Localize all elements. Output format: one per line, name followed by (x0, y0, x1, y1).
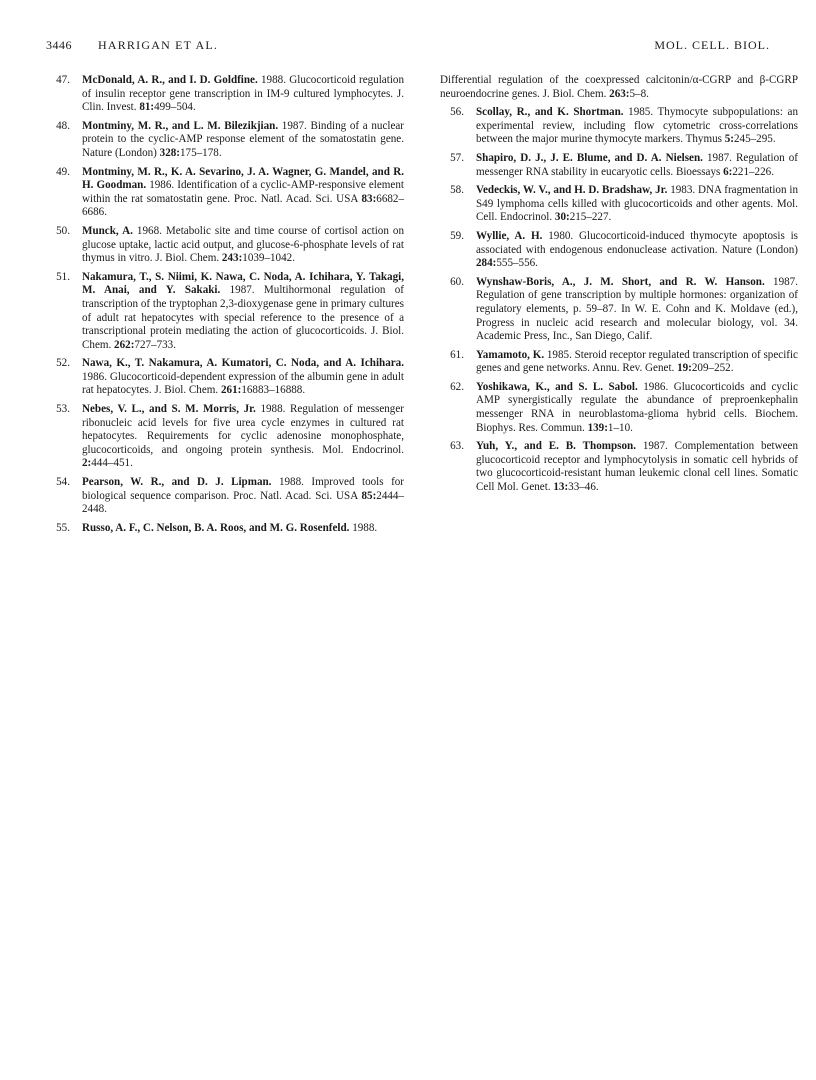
reference-number: 62. (450, 380, 464, 393)
reference-authors: Nawa, K., T. Nakamura, A. Kumatori, C. Noda, and A. Ichihara. (82, 357, 404, 370)
reference-text: 1987. Regulation of messenger RNA stability in eucaryotic cells. Bioessays (476, 151, 798, 178)
reference-entry (46, 476, 404, 517)
reference-entry (440, 152, 798, 179)
reference-number: 61. (450, 348, 464, 361)
reference-authors: Russo, A. F., C. Nelson, B. A. Roos, and M. G. Rosenfeld. (82, 521, 350, 534)
reference-pages: 245–295. (733, 133, 776, 146)
reference-pages: 555–556. (496, 257, 538, 270)
reference-pages: 16883–16888. (241, 384, 306, 397)
reference-volume: 30: (554, 211, 570, 224)
reference-text: 1987. Multihormonal regulation of transcription of the tryptophan 2,3-dioxygenase gene in primary cultures of adult rat hepatocytes with special reference to the presence of a transcriptional protein mediating the action of glucocorticoids. J. Biol. Chem. (82, 284, 404, 351)
reference-authors: Scollay, R., and K. Shortman. (476, 106, 624, 119)
reference-authors: McDonald, A. R., and I. D. Goldfine. (82, 74, 258, 86)
reference-text: 1968. Metabolic site and time course of cortisol action on glucose uptake, lactic acid output, and glucose-6-phosphate levels of rat thymus in vitro. J. Biol. Chem. (82, 224, 405, 265)
reference-authors: Yuh, Y., and E. B. Thompson. (476, 440, 636, 453)
reference-text: 1988. Glucocorticoid regulation of insulin receptor gene transcription in IM-9 cultured lymphocytes. J. Clin. Invest. (82, 74, 404, 114)
reference-text: Differential regulation of the coexpressed calcitonin/α-CGRP and β-CGRP neuroendocrine genes. J. Biol. Chem. (440, 74, 798, 100)
reference-entry (440, 230, 798, 271)
reference-volume: 243: (221, 252, 243, 265)
reference-text: 1986. Identification of a cyclic-AMP-responsive element within the rat somatostatin gene. Proc. Natl. Acad. Sci. USA (82, 179, 404, 205)
reference-pages: 33–46. (568, 481, 599, 494)
reference-pages: 221–226. (732, 165, 774, 178)
reference-volume: 139: (587, 421, 608, 434)
reference-entry (440, 381, 798, 435)
reference-column-left (46, 74, 404, 540)
reference-number: 59. (450, 229, 464, 242)
reference-volume: 81: (139, 101, 155, 114)
reference-entry (46, 271, 404, 353)
reference-number: 49. (56, 165, 70, 178)
reference-volume: 5: (724, 133, 734, 146)
reference-pages: 499–504. (154, 101, 196, 114)
reference-number: 48. (56, 119, 70, 132)
reference-authors: Nakamura, T., S. Niimi, K. Nawa, C. Noda, A. Ichihara, Y. Takagi, M. Anai, and Y. Sakaki. (82, 270, 404, 297)
reference-pages: 2444–2448. (82, 489, 404, 516)
reference-volume: 2: (82, 457, 92, 470)
reference-authors: Vedeckis, W. V., and H. D. Bradshaw, Jr. (476, 184, 668, 197)
reference-pages: 175–178. (179, 146, 222, 159)
reference-number: 50. (56, 224, 70, 237)
reference-authors: Yoshikawa, K., and S. L. Sabol. (476, 380, 638, 393)
reference-entry (440, 184, 798, 225)
running-authors: HARRIGAN ET AL. (98, 38, 219, 52)
reference-volume: 328: (159, 146, 180, 159)
reference-entry (46, 166, 404, 220)
reference-number: 57. (450, 151, 464, 164)
reference-volume: 85: (361, 489, 377, 502)
reference-pages: 1–10. (607, 421, 633, 434)
reference-text: 1987. Regulation of gene transcription by multiple hormones: organization of regulatory elements, p. 59–87. In W. E. Cohn and K. Moldave (ed.), Progress in nucleic acid research and molecular biology, vol. 34. Academic Press, Inc., San Diego, Calif. (476, 275, 798, 343)
reference-pages: 215–227. (569, 211, 612, 224)
reference-number: 53. (56, 403, 70, 416)
reference-number: 58. (450, 184, 464, 197)
reference-volume: 261: (220, 384, 242, 397)
reference-authors: Munck, A. (82, 224, 133, 237)
reference-number: 52. (56, 357, 70, 370)
reference-text: 1980. Glucocorticoid-induced thymocyte apoptosis is associated with endogenous endonuclease activation. Nature (London) (476, 229, 798, 256)
reference-authors: Shapiro, D. J., J. E. Blume, and D. A. Nielsen. (476, 151, 703, 164)
reference-pages: 727–733. (134, 338, 176, 351)
reference-authors: Yamamoto, K. (476, 348, 545, 361)
reference-volume: 13: (553, 481, 569, 494)
reference-number: 56. (450, 106, 464, 119)
running-header (46, 38, 770, 56)
reference-number: 51. (56, 270, 70, 283)
reference-pages: 444–451. (91, 457, 133, 470)
reference-number: 47. (56, 74, 70, 86)
reference-pages: 209–252. (691, 362, 734, 375)
reference-authors: Montminy, M. R., and L. M. Bilezikjian. (82, 119, 279, 132)
reference-text: 1986. Glucocorticoids and cyclic AMP synergistically regulate the abundance of preproenkephalin messenger RNA in neuroblastoma-glioma hybrid cells. Biochem. Biophys. Res. Commun. (476, 380, 798, 434)
reference-number: 54. (56, 476, 70, 489)
reference-column-right (440, 74, 798, 500)
reference-number: 60. (450, 275, 464, 288)
reference-text: 1983. DNA fragmentation in S49 lymphoma cells killed with glucocorticoids and other agents. Mol. Cell. Endocrinol. (476, 184, 798, 224)
reference-volume: 263: (609, 87, 630, 100)
reference-entry (46, 357, 404, 398)
reference-volume: 83: (361, 192, 377, 205)
reference-volume: 284: (476, 257, 497, 270)
reference-text: 1988. Improved tools for biological sequence comparison. Proc. Natl. Acad. Sci. USA (82, 476, 405, 502)
reference-entry (46, 74, 404, 115)
reference-text: 1985. Thymocyte subpopulations: an experimental review, including flow cytometric cross-correlations between the major murine thymocyte markers. Thymus (476, 106, 798, 146)
reference-text: 1987. Complementation between glucocorticoid receptor and lymphocytolysis in somatic cell hybrids of two glucocorticoid-resistant human leukemic clonal cell lines. Somatic Cell Mol. Genet. (476, 440, 799, 494)
reference-entry (440, 276, 798, 344)
reference-pages: 1039–1042. (242, 252, 295, 265)
reference-entry (46, 225, 404, 266)
reference-entry (440, 440, 798, 494)
reference-text: 1986. Glucocorticoid-dependent expression of the albumin gene in adult rat hepatocytes. J. Biol. Chem. (82, 370, 404, 397)
reference-authors: Wyllie, A. H. (476, 229, 543, 242)
reference-entry (440, 349, 798, 376)
reference-continuation (440, 74, 798, 101)
reference-text: 1988. Regulation of messenger ribonucleic acid levels for five urea cycle enzymes in cultured rat hepatocytes. Requirements for cyclic adenosine monophosphate, glucocorticoids, and ongoing protein synthesis. Mol. Endocrinol. (82, 403, 404, 456)
reference-entry (46, 403, 404, 471)
reference-volume: 262: (114, 338, 135, 351)
reference-volume: 6: (723, 165, 733, 178)
reference-text: 1988. (349, 521, 378, 534)
reference-entry (440, 106, 798, 147)
reference-text: 1985. Steroid receptor regulated transcription of specific genes and gene networks. Annu. Rev. Genet. (476, 348, 798, 375)
reference-pages: 5–8. (629, 87, 649, 100)
reference-entry (46, 120, 404, 161)
journal-name: MOL. CELL. BIOL. (654, 38, 770, 52)
reference-authors: Montminy, M. R., K. A. Sevarino, J. A. Wagner, G. Mandel, and R. H. Goodman. (82, 165, 404, 192)
reference-authors: Nebes, V. L., and S. M. Morris, Jr. (82, 403, 256, 416)
reference-text: 1987. Binding of a nuclear protein to the cyclic-AMP response element of the somatostatin gene. Nature (London) (82, 119, 405, 159)
reference-pages: 6682–6686. (82, 192, 404, 219)
reference-entry (46, 522, 404, 536)
reference-volume: 19: (677, 362, 692, 375)
reference-number: 63. (450, 440, 464, 453)
reference-authors: Pearson, W. R., and D. J. Lipman. (82, 476, 272, 489)
reference-authors: Wynshaw-Boris, A., J. M. Short, and R. W. Hanson. (476, 275, 765, 288)
page-number: 3446 (46, 38, 72, 52)
reference-number: 55. (56, 521, 70, 534)
